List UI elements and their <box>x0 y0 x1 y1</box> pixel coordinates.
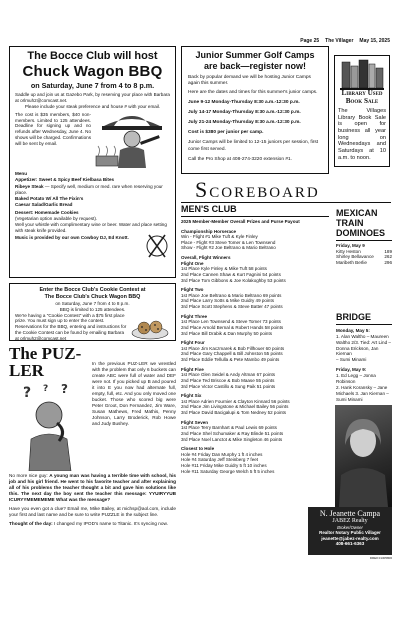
flight-line: 3rd Place Eddie Tellulla & Pete Mambo 49 points <box>181 357 280 363</box>
flight-block <box>181 420 329 443</box>
bridge-line: Michaels 3. Jan Kiernan – <box>336 390 389 396</box>
golf-p2: Here are the dates and times for this summer's junior camps. <box>188 89 318 95</box>
bocce-cost: The cost is $35 members, $40 non-members. Limited to 125 attendees. Deadline for signing up and no refunds after Wednesday, June 4. No shows will be charged. Confirmations will be sent by email. <box>15 111 91 147</box>
flight-line: 1st Place Glen Seidel & Andy Altman 67 points <box>181 372 276 378</box>
bocce-title-1: The Bocce Club will host <box>27 50 158 62</box>
bridge-line: – Sumi Minami <box>336 357 367 363</box>
junior-golf-box <box>181 46 329 174</box>
flight-block <box>181 367 329 390</box>
menu-dessert: Dessert: Homemade Cookies <box>15 209 79 215</box>
player-name: Maribeth Berlie <box>336 260 367 266</box>
golf-date-1: June 9-12 Monday-Thursday 8:30 a.m.-12:30 p.m. <box>188 99 300 105</box>
dominoes-title-1: MEXICAN <box>336 208 378 218</box>
flight-block <box>181 314 329 337</box>
flight-line: 3rd Place David Bacigalupi & Tom Nedney 52 points <box>181 410 287 416</box>
flight-line: 2nd Place Cannen Shaw & Kurt Fagnini 54 points <box>181 271 281 277</box>
dominoes-day: Friday, May 9 <box>336 242 365 248</box>
bridge-line: 1. Alan Waltho – Maureen <box>336 333 389 339</box>
champ-line: Win - Flight #1 Mike Tuft & Kyle Finley <box>181 234 258 240</box>
scoreboard-title: Scoreboard <box>195 177 320 202</box>
menu-baked-potato: Baked Potato W/ All The Fixin's <box>15 196 84 202</box>
golf-title-1: Junior Summer Golf Camps <box>195 50 315 60</box>
bocce-intro: Saddle up and join us at Gazebo Park, by reserving your place with Barbara at orlmuh2@comcast.net. <box>15 92 170 103</box>
svg-text:?: ? <box>61 382 68 396</box>
flight-line: 2nd Place Gary Chappell & Bill Johnston 55 points <box>181 351 283 357</box>
champ-heading: Championship Horserace <box>181 228 237 234</box>
menu-appetizer: Appetizer: Sweet & Spicy Beef Kielbasa Bites <box>15 176 115 182</box>
page-header <box>290 38 390 44</box>
cowboy-illustration <box>94 112 170 168</box>
flight-line: 3rd Place Noel Lanctot & Mike Singleton 46 points <box>181 436 283 442</box>
flight-line: 2nd Place Arnold Bernal & Robert Hands 58 points <box>181 324 284 330</box>
bocce-title-3: on Saturday, June 7 from 4 to 8 p.m. <box>30 80 155 90</box>
player-name: Kitty Heston <box>336 248 361 254</box>
realtor-company: JABEZ Realty <box>332 518 368 525</box>
mens-club-subtitle: 2025 Member-Member Overall Prizes and Purse Payout <box>181 218 300 224</box>
flight-line: 3rd Place Scott Stephens & Steve Batter 47 points <box>181 304 283 310</box>
cookie-body-2: Reservations for the BBQ, entering and instructions for the Cookie Contest can be found by emailing Barbara at orlmuh2@comcast.net <box>15 324 127 342</box>
cookie-body: We're having a "Cookie Contest" with a $75 first place prize. You must sign up to enter the contest. <box>15 312 125 324</box>
menu-drinks: Well your whistle with complimentary wine or beer. Water and place setting with steak knife provided. <box>15 221 167 233</box>
cookie-title-3: on Saturday, June 7 from 4 to 8 p.m. <box>55 300 130 306</box>
flight-line: 3rd Place Bill Drabik & Dan Murphy 50 points <box>181 330 272 336</box>
golf-title-2: are back—register now! <box>203 60 307 71</box>
realtor-name: N. Jeanette Campa <box>319 509 381 518</box>
page-number: Page 25 <box>300 38 320 44</box>
menu-ribeye-note: — Specify well, medium or med. rare when reserving your place. <box>15 184 163 196</box>
bridge-day-2: Friday, May 9: <box>336 367 367 373</box>
thought-text: I changed my IPOD's name to Titanic. It's syncing now. <box>54 521 168 527</box>
dominoes-title-3: DOMINOES <box>336 227 386 238</box>
cookie-contest-box <box>9 283 176 341</box>
realtor-role: Broker/Owner <box>337 525 363 531</box>
realtor-dre: DRE# 01305806 <box>369 556 392 560</box>
champ-line: Place - Flight #3 Steve Tomer & Len Townsend <box>181 239 276 245</box>
player-score: 189 <box>384 248 392 254</box>
menu-vegetarian: (Vegetarian option available by request). <box>15 215 98 221</box>
flight-block <box>181 261 329 284</box>
flight-line: 2nd Place Larry Sotts & Mike Guidry 49 points <box>181 298 275 304</box>
dominoes-rule <box>336 240 392 241</box>
menu-music: Music is provided by our own Cowboy DJ, Ed Knott. <box>15 235 129 241</box>
cookie-title-4: BBQ is limited to 125 attendees. <box>59 306 126 312</box>
library-body: The Villages Library Book Sale is open for business all year long on Wednesdays and Saturdays at 10 a.m. to noon. <box>338 107 386 161</box>
flight-line: 1st Place Joe Beltrano & Mario Beltrano 69 points <box>181 292 282 298</box>
puzzler-title: The PUZ-LER <box>9 344 82 380</box>
flight-line: 1st Place Adrien Fournier & Clayton Kinnard 56 points <box>181 398 290 404</box>
flight-line: 1st Place Kyle Finley & Mike Tuft 58 points <box>181 266 267 272</box>
paper-name: The Villager <box>325 38 354 44</box>
flight-name: Flight Five <box>181 366 204 372</box>
realtor-portrait-icon <box>335 405 392 507</box>
player-name: Shirley Bellavance <box>336 254 374 260</box>
bocce-bbq-box <box>9 46 176 278</box>
menu-ribeye <box>15 184 170 196</box>
player-score: 262 <box>384 254 392 260</box>
player-score: 296 <box>384 260 392 266</box>
golf-p3: Junior Camps will be limited to 12-15 juniors per session, first come first served. <box>188 140 319 152</box>
bridge-rule <box>336 324 392 325</box>
flight-line: 1st Place Terry Barnhart & Paul Lewis 69 points <box>181 425 277 431</box>
issue-date: May 15, 2025 <box>359 38 390 44</box>
bridge-day-1: Monday, May 5: <box>336 327 370 333</box>
bridge-line: 2. Hank Koransky – Jane <box>336 384 388 390</box>
menu-heading: Menu <box>15 170 27 176</box>
library-title-1: Library Used <box>341 89 383 97</box>
flight-line: 1st Place Jim Kaczmarek & Bob Fillhouer 60 points <box>181 345 285 351</box>
flight-line: 1st Place Len Townsend & Steve Tomer 73 points <box>181 319 281 325</box>
flight-name: Flight One <box>181 260 204 266</box>
flight-block <box>181 287 329 310</box>
flight-name: Flight Three <box>181 313 208 319</box>
cookie-plate-icon <box>130 313 170 341</box>
books-icon <box>338 58 386 90</box>
closest-line: Hole #4 Saturday Jeff Steinberg 7 feet <box>181 457 259 463</box>
closest-line: Hole #4 Friday Dan Murphy 1 ft 4 inches <box>181 451 263 457</box>
bridge-line: 1. Ed Legg – Jonna Robinson <box>336 373 376 384</box>
mens-club-title: MEN'S CLUB <box>181 204 237 214</box>
dominoes-row <box>336 260 392 266</box>
realtor-ad <box>335 405 392 507</box>
realtor-info <box>308 507 392 555</box>
library-title-2: Book Sale <box>345 96 379 105</box>
flight-line: 2nd Place Jim Livingstone & Michael Bailey 56 points <box>181 404 289 410</box>
mens-club-rule <box>181 216 329 217</box>
puzzler-thought <box>9 521 176 527</box>
puzzler-body-1: In the previous PUZ-LER we wrestled with the problem that only 6 buckets can create ABC were full of water and DEF were not. If you picked up B and poured it into E you now had alternate full, empty, full, etc. And you only moved one bucket. Those who scored big were Peter Groot, Don Fernandez, Jim Ware, Susan Mathews, Fred Mathis, Penny Johnson, Larry Broderick, Rob Howe and Judy Bushey. <box>92 361 176 427</box>
golf-call: Call the Pro Shop at 408-274-3220 extension #1. <box>188 156 293 162</box>
puzzler-body-2 <box>9 473 176 503</box>
flight-line: 2nd Place Ted Briscoe & Bob Maase 55 points <box>181 377 275 383</box>
flight-line: 3rd Place Victor Castillo & Sung Paik 51 points <box>181 383 276 389</box>
closest-line: Hole #11 Friday Mike Guidry 5 ft 10 inches <box>181 463 267 469</box>
svg-text:?: ? <box>23 385 32 401</box>
mens-club-section <box>181 205 329 474</box>
realtor-role-2: Realtor Notary Public Villager <box>319 530 381 536</box>
flight-block <box>181 340 329 363</box>
realtor-phone[interactable]: 408-661-6363 <box>335 541 365 547</box>
closest-heading: Closest to Hole <box>181 446 215 452</box>
flight-name: Flight Two <box>181 287 204 293</box>
cookie-title-1: Enter the Bocce Club's Cookie Contest at <box>39 287 146 293</box>
closest-line: Hole #11 Saturday George Welch 5 ft 5 inches <box>181 468 275 474</box>
champ-line: Show - Flight #2 Joe Beltrano & Mario Beltrano <box>181 245 276 251</box>
bridge-section <box>336 313 392 402</box>
golf-date-3: July 21-24 Monday-Thursday 8:30 a.m.-12:30 p.m. <box>188 120 301 126</box>
golf-p1: Back by popular demand we will be hosting Junior Camps again this summer. <box>188 74 311 86</box>
flight-name: Flight Four <box>181 340 205 346</box>
realtor-photo <box>335 405 392 507</box>
flight-name: Flight Seven <box>181 419 209 425</box>
flight-line: 3rd Place Tom Gibbons & Joe Kolakoghby 53 points <box>181 277 286 283</box>
puzzler-riddle: A young man was having a terrible time with school, his job and his girl friend. He went to his favorite teacher and after explaining all of his problems the teacher thought a bit and gave him solutions like this. The next day the boy sent the teacher this message: YYUIRYYUB ICURYYMEMEMEME What was the message? <box>9 473 176 503</box>
dominoes-section <box>336 209 392 266</box>
menu-ribeye-label: Ribeye Steak <box>15 184 44 190</box>
thinking-man-icon <box>15 381 85 471</box>
bridge-title: BRIDGE <box>336 312 372 322</box>
menu-caesar: Caesar Salad/Garlic Bread <box>15 202 73 208</box>
bocce-title-2: Chuck Wagon BBQ <box>22 62 163 80</box>
puzzler-section <box>9 345 176 527</box>
realtor-email[interactable]: jeanette@jabez-realty.com <box>321 535 379 541</box>
bocce-reserve: Please include your steak preference and house # with your email. <box>24 103 161 109</box>
puzzler-body-2-lead: No more nice guy: <box>9 473 50 478</box>
bridge-line: Sumi Minami <box>336 396 363 402</box>
golf-cost: Cost is $380 per junior per camp. <box>188 130 264 136</box>
cookie-title-2: The Bocce Club's Chuck Wagon BBQ <box>44 293 141 300</box>
svg-text:?: ? <box>43 384 49 394</box>
library-book-sale-box <box>334 55 390 167</box>
fork-knife-icon <box>145 231 169 261</box>
puzzler-contact: Have you even got a clue? Email me, Mike Bailey, at michsp@aol.com, include your first and last name and be sure to write PUZZLE in the subject line. <box>9 506 176 518</box>
dominoes-title-2: TRAIN <box>336 217 364 228</box>
overall-heading: Overall, Flight Winners <box>181 255 231 261</box>
scoreboard-rule <box>181 202 391 203</box>
bridge-line: Donna Erickson, Jan Kiernan <box>336 345 379 357</box>
flight-line: 2nd Place Shel Schumaker & Ray Blinde 51 points <box>181 430 284 436</box>
flight-block <box>181 393 329 416</box>
bridge-line: Waltho 2/3. Tied: Art Lind – <box>336 339 391 345</box>
cowboy-bbq-icon <box>94 112 170 168</box>
thought-label: Thought of the day: <box>9 521 55 527</box>
golf-date-2: July 14-17 Monday-Thursday 8:30 a.m.-12:30 p.m. <box>188 110 301 116</box>
flight-name: Flight Six <box>181 393 202 399</box>
